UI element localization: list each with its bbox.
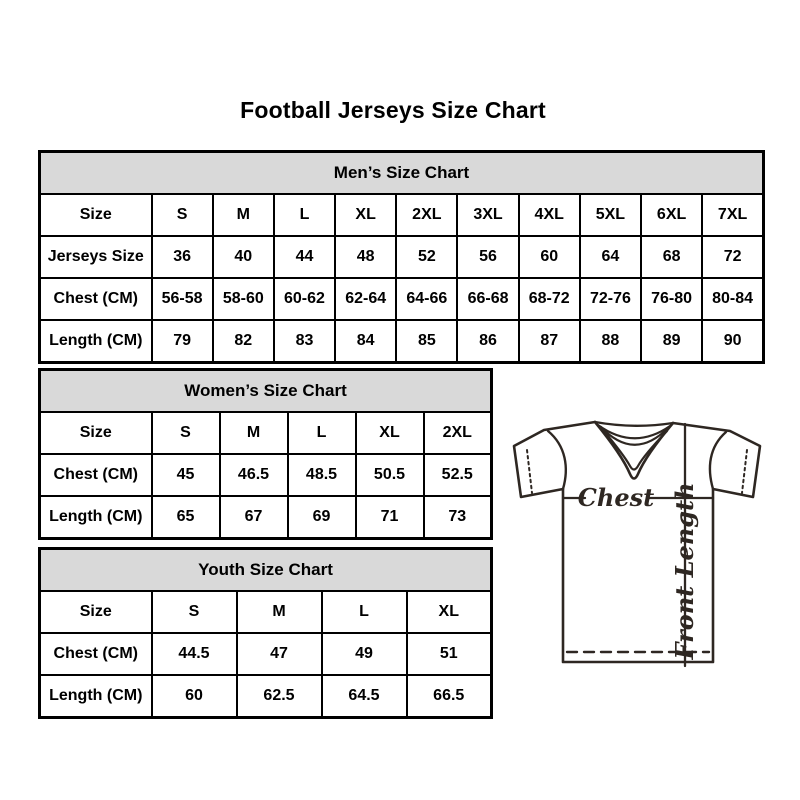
womens-size-table: [38, 368, 493, 540]
row-label: Size: [40, 412, 152, 454]
cell-value: 89: [641, 320, 702, 363]
table-row: [40, 496, 492, 539]
page-title: Football Jerseys Size Chart: [240, 97, 546, 123]
cell-value: 83: [274, 320, 335, 363]
cell-value: 87: [519, 320, 580, 363]
jersey-outline: [514, 422, 760, 662]
row-label: Chest (CM): [40, 278, 152, 320]
right-sleeve-seam: [710, 432, 726, 489]
cell-value: 4XL: [519, 194, 580, 236]
cell-value: 69: [288, 496, 356, 539]
cell-value: XL: [335, 194, 396, 236]
cell-value: 80-84: [702, 278, 763, 320]
table-row: [40, 194, 764, 236]
row-label: Size: [40, 194, 152, 236]
cell-value: 7XL: [702, 194, 763, 236]
cell-value: 44: [274, 236, 335, 278]
cell-value: 52.5: [424, 454, 492, 496]
table-row: [40, 591, 492, 633]
cell-value: 72-76: [580, 278, 641, 320]
table-row: [40, 320, 764, 363]
mens-size-table: [38, 150, 765, 364]
cell-value: 66-68: [457, 278, 518, 320]
table-row: [40, 236, 764, 278]
cell-value: 88: [580, 320, 641, 363]
row-label: Length (CM): [40, 496, 152, 539]
cell-value: 3XL: [457, 194, 518, 236]
chest-label: Chest: [577, 483, 655, 512]
table-row: [40, 278, 764, 320]
cell-value: 66.5: [407, 675, 492, 718]
cell-value: 65: [152, 496, 220, 539]
cell-value: 58-60: [213, 278, 274, 320]
cell-value: 46.5: [220, 454, 288, 496]
cell-value: 62-64: [335, 278, 396, 320]
cell-value: 71: [356, 496, 424, 539]
cell-value: XL: [356, 412, 424, 454]
front-length-label: Front Length: [670, 482, 699, 660]
cell-value: 85: [396, 320, 457, 363]
mens-table-header-row: [40, 152, 764, 195]
collar-top-line: [595, 422, 673, 426]
cell-value: XL: [407, 591, 492, 633]
cell-value: M: [237, 591, 322, 633]
cell-value: 44.5: [152, 633, 237, 675]
cell-value: 49: [322, 633, 407, 675]
cell-value: S: [152, 412, 220, 454]
cell-value: L: [274, 194, 335, 236]
cell-value: 64-66: [396, 278, 457, 320]
cell-value: 68-72: [519, 278, 580, 320]
cell-value: 56-58: [152, 278, 213, 320]
youth-table-title: Youth Size Chart: [40, 549, 492, 592]
cell-value: 2XL: [424, 412, 492, 454]
row-label: Length (CM): [40, 320, 152, 363]
cell-value: 51: [407, 633, 492, 675]
cell-value: 5XL: [580, 194, 641, 236]
cell-value: 45: [152, 454, 220, 496]
mens-table-title: Men’s Size Chart: [40, 152, 764, 195]
cell-value: 48: [335, 236, 396, 278]
cell-value: 60: [152, 675, 237, 718]
row-label: Size: [40, 591, 152, 633]
cell-value: 67: [220, 496, 288, 539]
youth-size-table: [38, 547, 493, 719]
cell-value: 60: [519, 236, 580, 278]
youth-table-header-row: [40, 549, 492, 592]
cell-value: 36: [152, 236, 213, 278]
jersey-measurement-diagram: [500, 412, 772, 676]
cell-value: 84: [335, 320, 396, 363]
cell-value: 50.5: [356, 454, 424, 496]
cell-value: 79: [152, 320, 213, 363]
row-label: Chest (CM): [40, 454, 152, 496]
womens-table-title: Women’s Size Chart: [40, 370, 492, 413]
table-row: [40, 675, 492, 718]
cell-value: 60-62: [274, 278, 335, 320]
cell-value: 68: [641, 236, 702, 278]
cell-value: 82: [213, 320, 274, 363]
table-row: [40, 454, 492, 496]
cell-value: S: [152, 591, 237, 633]
cell-value: M: [220, 412, 288, 454]
cell-value: 62.5: [237, 675, 322, 718]
cell-value: 48.5: [288, 454, 356, 496]
table-row: [40, 633, 492, 675]
left-cuff-stitch: [527, 450, 532, 493]
row-label: Length (CM): [40, 675, 152, 718]
cell-value: L: [288, 412, 356, 454]
cell-value: 40: [213, 236, 274, 278]
cell-value: 86: [457, 320, 518, 363]
cell-value: 76-80: [641, 278, 702, 320]
cell-value: 52: [396, 236, 457, 278]
left-sleeve-seam: [548, 431, 566, 489]
cell-value: 72: [702, 236, 763, 278]
cell-value: 6XL: [641, 194, 702, 236]
cell-value: 73: [424, 496, 492, 539]
cell-value: L: [322, 591, 407, 633]
right-cuff-stitch: [742, 450, 747, 493]
row-label: Jerseys Size: [40, 236, 152, 278]
cell-value: 56: [457, 236, 518, 278]
cell-value: M: [213, 194, 274, 236]
row-label: Chest (CM): [40, 633, 152, 675]
cell-value: 64: [580, 236, 641, 278]
cell-value: S: [152, 194, 213, 236]
table-row: [40, 412, 492, 454]
cell-value: 90: [702, 320, 763, 363]
cell-value: 64.5: [322, 675, 407, 718]
womens-table-header-row: [40, 370, 492, 413]
cell-value: 47: [237, 633, 322, 675]
cell-value: 2XL: [396, 194, 457, 236]
